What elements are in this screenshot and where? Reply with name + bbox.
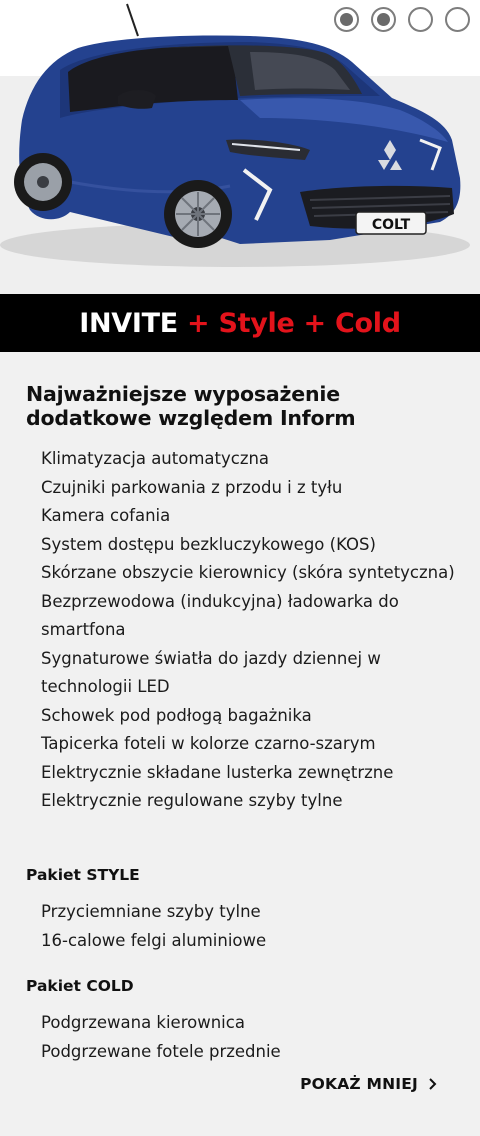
trim-title-base: INVITE — [79, 307, 178, 339]
show-less-button[interactable] — [300, 1075, 438, 1093]
equipment-section — [26, 382, 466, 1061]
list-item: Bezprzewodowa (indukcyjna) ładowarka do smartfona — [41, 591, 399, 639]
equipment-heading: Najważniejsze wyposażenie dodatkowe względem Inform — [26, 382, 356, 430]
trim-title-bar — [0, 294, 480, 352]
trim-title-extras: + Style + Cold — [187, 307, 401, 339]
list-item: Kamera cofania — [41, 506, 171, 525]
gallery-pagination — [334, 7, 470, 32]
car-image-gallery[interactable] — [0, 0, 480, 294]
package-cold-title: Pakiet COLD — [26, 977, 134, 995]
chevron-right-icon — [428, 1077, 438, 1091]
package-cold-list — [26, 1009, 281, 1066]
list-item: Schowek pod podłogą bagażnika — [41, 705, 312, 725]
plate-text: COLT — [371, 217, 411, 233]
list-item: Tapicerka foteli w kolorze czarno-szarym — [41, 734, 376, 753]
car-image — [0, 0, 480, 294]
list-item: Przyciemniane szyby tylne — [41, 902, 261, 921]
package-style-list — [26, 898, 266, 955]
list-item: Skórzane obszycie kierownicy (skóra syntetyczna) — [41, 563, 455, 582]
package-style-title: Pakiet STYLE — [26, 866, 140, 884]
list-item: Elektrycznie składane lusterka zewnętrzne — [41, 762, 394, 782]
list-item: Podgrzewane fotele przednie — [41, 1041, 281, 1061]
gallery-dot-3[interactable] — [408, 7, 433, 32]
list-item: Klimatyzacja automatyczna — [41, 449, 270, 468]
list-item: System dostępu bezkluczykowego (KOS) — [41, 534, 376, 554]
gallery-dot-1[interactable] — [334, 7, 359, 32]
gallery-dot-4[interactable] — [445, 7, 470, 32]
show-less-label: POKAŻ MNIEJ — [300, 1075, 418, 1093]
list-item: Sygnaturowe światła do jazdy dziennej w technologii LED — [41, 648, 381, 696]
gallery-dot-2[interactable] — [371, 7, 396, 32]
list-item: 16-calowe felgi aluminiowe — [41, 930, 267, 950]
list-item: Podgrzewana kierownica — [41, 1013, 245, 1032]
list-item: Czujniki parkowania z przodu i z tyłu — [41, 477, 343, 497]
equipment-list — [26, 445, 466, 816]
list-item: Elektrycznie regulowane szyby tylne — [41, 791, 343, 810]
